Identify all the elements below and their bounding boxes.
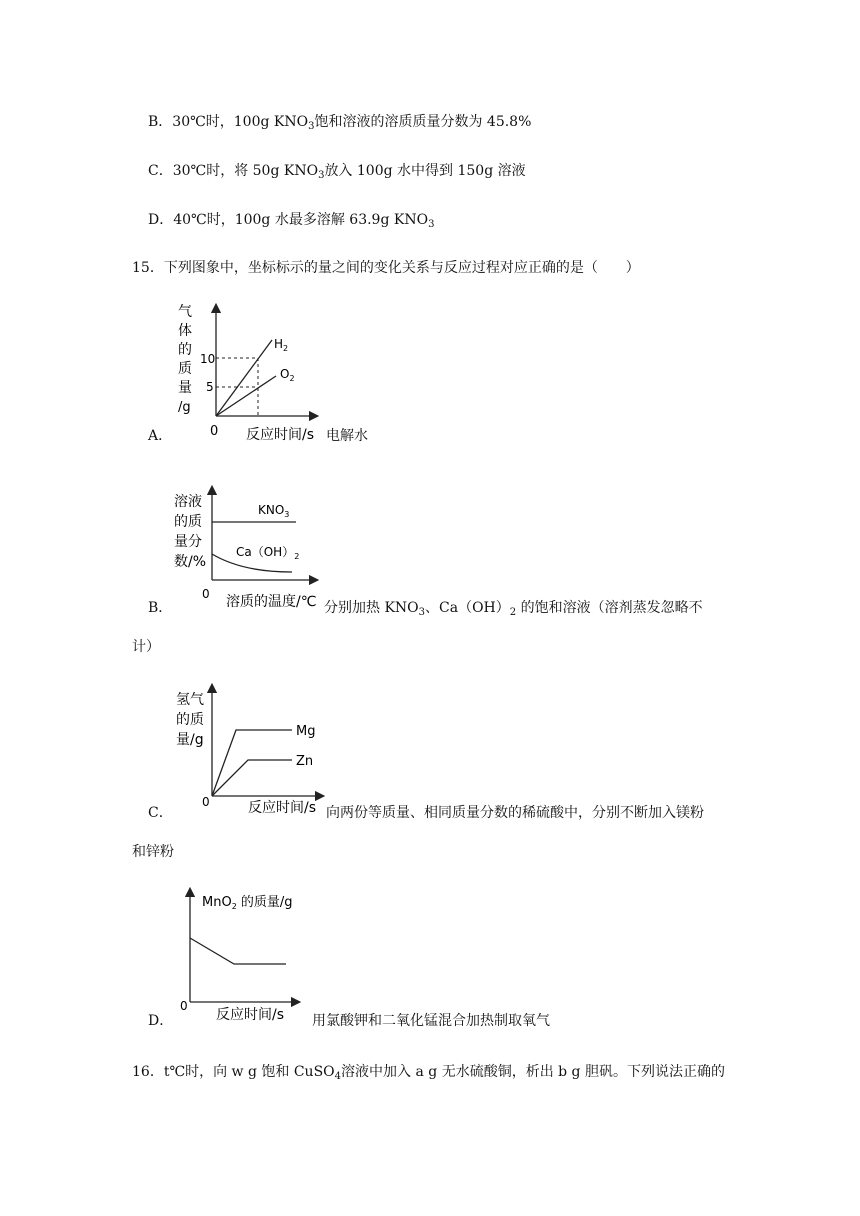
series-zn-line [212,760,292,796]
graph-a-electrolysis [168,298,328,448]
graph-b-solubility [172,484,332,614]
y-label-char: /g [178,400,191,415]
caption-text: 、Ca（OH） [425,600,510,616]
option-d-label: D． [148,1013,174,1029]
origin-label: 0 [202,795,210,809]
y-tick-5: 5 [206,380,214,394]
option-text: 30℃时，将 50g KNO [172,163,319,179]
y-label-line: 量分 [174,534,202,550]
y-tick-10: 10 [200,352,216,366]
series-mno2-line [190,938,286,964]
option-c [148,161,526,181]
graph-d-mno2 [176,886,336,1026]
y-label-char: 量 [178,380,192,396]
subscript: 2 [509,607,517,618]
caption-text: 的饱和溶液（溶剂蒸发忽略不 [516,600,703,616]
series-label-zn: Zn [296,754,314,769]
y-label-line: 的质 [174,514,202,530]
y-label-line: 数/% [174,554,207,570]
y-label-line: 溶液 [174,494,202,510]
option-a-caption: 电解水 [326,428,368,444]
option-a-label: A． [148,428,173,444]
question-15-stem: 15．下列图象中，坐标标示的量之间的变化关系与反应过程对应正确的是（ ） [132,260,640,276]
option-text: 30℃时，100g KNO [172,114,309,130]
option-label: D． [148,212,174,228]
option-c-label: C． [148,805,173,821]
x-axis-label: 反应时间/s [216,1007,285,1023]
y-label-char: 体 [178,323,192,339]
graph-b-svg [172,484,332,614]
subscript: 3 [428,219,435,230]
option-c-caption-line1: 向两份等质量、相同质量分数的稀硫酸中，分别不断加入镁粉 [326,805,704,821]
series-label-h2: $H_2$ [274,337,289,353]
series-h2-line [216,340,272,416]
series-label-mg: Mg [296,724,316,739]
y-label-line: 氢气 [176,692,204,708]
option-text: 放入 100g 水中得到 150g 溶液 [324,163,526,179]
stem-text: 溶液中加入 a g 无水硫酸铜，析出 b g 胆矾。下列说法正确的 [341,1064,725,1080]
y-label-char: 气 [178,304,192,320]
subscript: 3 [418,607,426,618]
graph-c-hydrogen [172,682,332,822]
option-text: 40℃时，100g 水最多溶解 63.9g KNO [173,212,429,228]
y-label-line: 量/g [176,732,204,748]
option-b-label: B． [148,600,173,616]
graph-d-svg [176,886,336,1026]
origin-label: 0 [180,999,188,1013]
y-label-line: 的质 [176,712,204,728]
y-label-char: 质 [178,361,192,377]
subscript: 3 [318,170,325,181]
option-b [148,112,531,132]
option-b-caption-line2: 计） [132,639,160,655]
x-axis-label: 反应时间/s [248,800,317,816]
origin-label: 0 [202,587,210,601]
stem-text: 16．t℃时，向 w g 饱和 CuSO [132,1064,335,1080]
series-mg-line [212,730,292,796]
series-label-caoh2: $Ca(OH)_2$ [236,545,300,561]
option-d-caption: 用氯酸钾和二氧化锰混合加热制取氧气 [312,1013,550,1029]
origin-label: 0 [210,424,219,439]
option-label: C． [148,163,173,179]
option-c-caption-line2: 和锌粉 [132,844,174,860]
option-b-caption-line1 [324,598,703,618]
series-o2-line [216,376,276,416]
subscript: 3 [308,121,315,132]
x-axis-label: 反应时间/s [246,427,315,443]
x-axis-label: 溶质的温度/℃ [226,594,317,610]
y-label-char: 的 [178,342,192,358]
y-axis-label: MnO$_2$ 的质量/g [202,895,293,911]
caption-text: 分别加热 KNO [324,600,419,616]
subscript: 4 [334,1071,342,1082]
series-label-kno3: $KNO_3$ [258,503,290,519]
series-label-o2: $O_2$ [280,367,295,383]
option-label: B． [148,114,173,130]
option-text: 饱和溶液的溶质质量分数为 45.8% [314,114,532,130]
option-d [148,210,434,230]
question-16-stem [132,1062,725,1082]
graph-a-svg [168,298,328,448]
graph-c-svg [172,682,332,822]
